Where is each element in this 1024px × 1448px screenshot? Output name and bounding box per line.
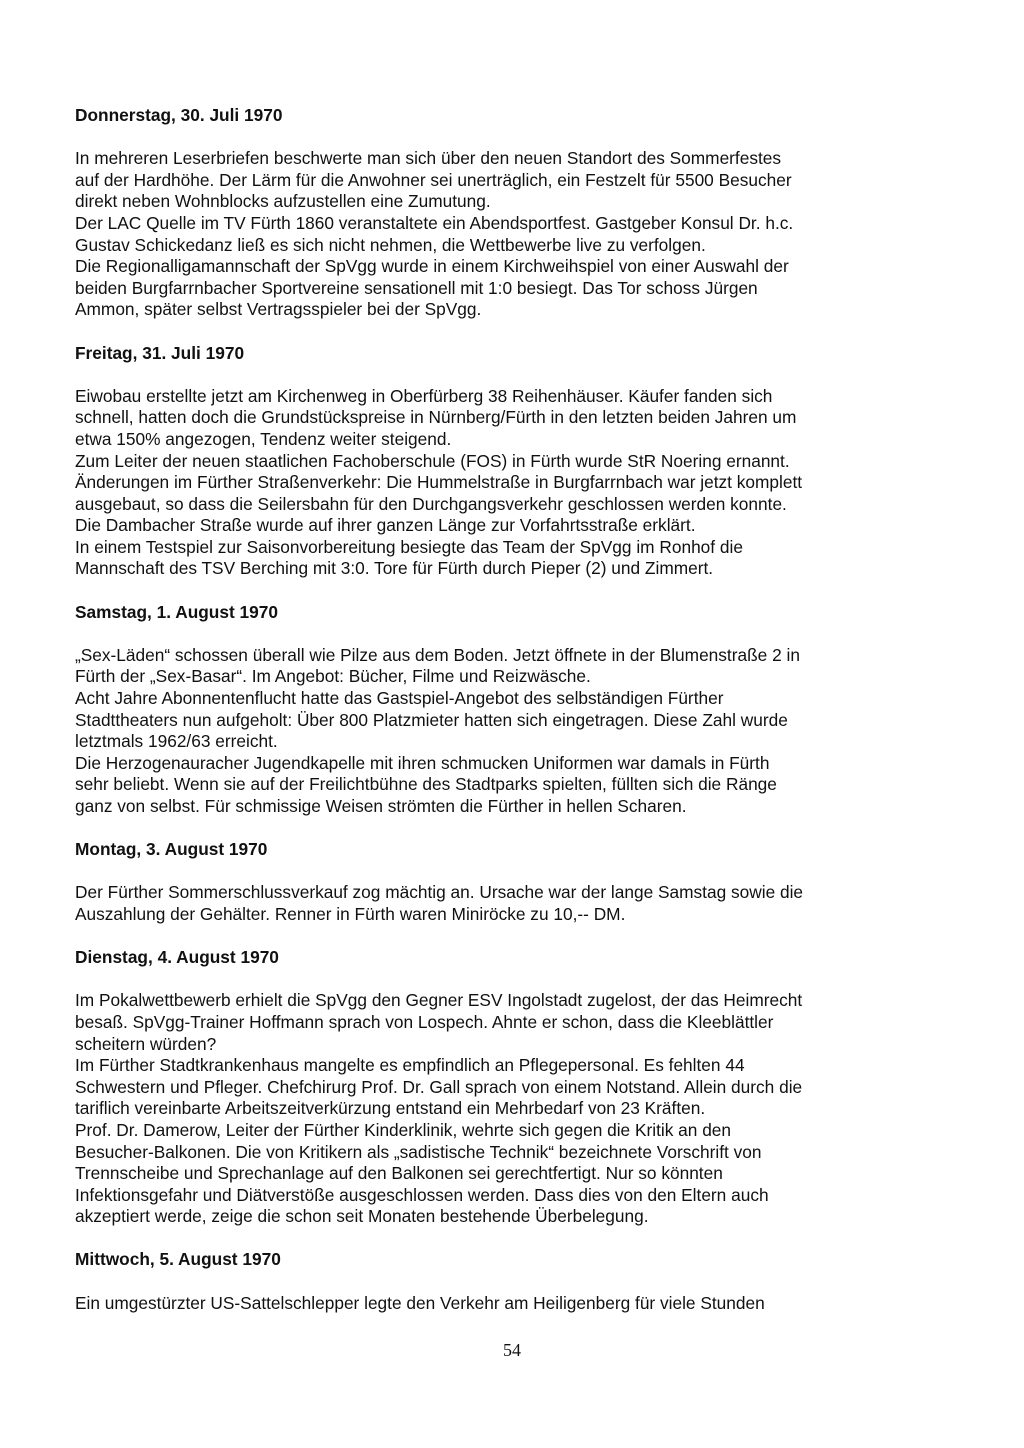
entry-text (75, 1293, 895, 1315)
text-line: sehr beliebt. Wenn sie auf der Freilichtbühne des Stadtparks spielten, füllten sich die Ränge (75, 774, 777, 795)
text-line: besaß. SpVgg-Trainer Hoffmann sprach von Lospech. Ahnte er schon, dass die Kleeblättler (75, 1011, 774, 1032)
text-line: Eiwobau erstellte jetzt am Kirchenweg in Oberfürberg 38 Reihenhäuser. Käufer fanden sich (75, 385, 773, 406)
entry-dienstag-4-august (75, 947, 895, 1228)
text-line: Ammon, später selbst Vertragsspieler bei der SpVgg. (75, 299, 482, 320)
entry-text (75, 882, 895, 925)
text-line: akzeptiert werde, zeige die schon seit Monaten bestehende Überbelegung. (75, 1206, 649, 1227)
text-line: „Sex-Läden“ schossen überall wie Pilze aus dem Boden. Jetzt öffnete in der Blumenstraße 2 in (75, 644, 800, 665)
text-line: Der Fürther Sommerschlussverkauf zog mächtig an. Ursache war der lange Samstag sowie die (75, 882, 804, 903)
text-line: Stadttheaters nun aufgeholt: Über 800 Platzmieter hatten sich eingetragen. Diese Zahl wurde (75, 709, 788, 730)
text-line: Zum Leiter der neuen staatlichen Fachoberschule (FOS) in Fürth wurde StR Noering ernannt. (75, 450, 790, 471)
text-line: Acht Jahre Abonnentenflucht hatte das Gastspiel-Angebot des selbständigen Fürther (75, 688, 724, 709)
text-line: Prof. Dr. Damerow, Leiter der Fürther Kinderklinik, wehrte sich gegen die Kritik an den (75, 1119, 732, 1140)
text-line: auf der Hardhöhe. Der Lärm für die Anwohner sei unerträglich, ein Festzelt für 5500 Besucher (75, 169, 792, 190)
text-line: Infektionsgefahr und Diätverstöße ausgeschlossen werden. Dass dies von den Eltern auch (75, 1184, 769, 1205)
entry-text (75, 386, 895, 580)
text-line: letztmals 1962/63 erreicht. (75, 731, 278, 752)
text-line: Trennscheibe und Sprechanlage auf den Balkonen sei gerechtfertigt. Nur so könnten (75, 1163, 723, 1184)
text-line: Mannschaft des TSV Berching mit 3:0. Tore für Fürth durch Pieper (2) und Zimmert. (75, 558, 714, 579)
text-line: Die Herzogenauracher Jugendkapelle mit ihren schmucken Uniformen war damals in Fürth (75, 752, 770, 773)
text-line: tariflich vereinbarte Arbeitszeitverkürzung entstand ein Mehrbedarf von 23 Kräften. (75, 1098, 706, 1119)
text-line: Ein umgestürzter US-Sattelschlepper legte den Verkehr am Heiligenberg für viele Stunden (75, 1292, 765, 1313)
text-line: Besucher-Balkonen. Die von Kritikern als „sadistische Technik“ bezeichnete Vorschrift von (75, 1141, 762, 1162)
text-line: schnell, hatten doch die Grundstückspreise in Nürnberg/Fürth in den letzten beiden Jahren um (75, 407, 797, 428)
text-line: Der LAC Quelle im TV Fürth 1860 veranstaltete ein Abendsportfest. Gastgeber Konsul Dr. h.c. (75, 212, 794, 233)
text-line: Änderungen im Fürther Straßenverkehr: Die Hummelstraße in Burgfarrnbach war jetzt komplett (75, 472, 803, 493)
entry-freitag-31-juli (75, 343, 895, 581)
text-line: Die Regionalligamannschaft der SpVgg wurde in einem Kirchweihspiel von einer Auswahl der (75, 256, 789, 277)
entry-montag-3-august (75, 839, 895, 925)
text-line: Schwestern und Pfleger. Chefchirurg Prof. Dr. Gall sprach von einem Notstand. Allein durch die (75, 1076, 803, 1097)
entry-donnerstag-30-juli (75, 105, 895, 321)
text-line: Die Dambacher Straße wurde auf ihrer ganzen Länge zur Vorfahrtsstraße erklärt. (75, 515, 696, 536)
text-line: ausgebaut, so dass die Seilersbahn für den Durchgangsverkehr geschlossen werden konnte. (75, 493, 787, 514)
entry-heading: Mittwoch, 5. August 1970 (75, 1249, 281, 1270)
text-line: In einem Testspiel zur Saisonvorbereitung besiegte das Team der SpVgg im Ronhof die (75, 536, 743, 557)
entry-heading: Donnerstag, 30. Juli 1970 (75, 105, 283, 125)
text-line: beiden Burgfarrnbacher Sportvereine sensationell mit 1:0 besiegt. Das Tor schoss Jürgen (75, 277, 758, 298)
text-line: etwa 150% angezogen, Tendenz weiter steigend. (75, 428, 452, 449)
text-line: Gustav Schickedanz ließ es sich nicht nehmen, die Wettbewerbe live zu verfolgen. (75, 234, 706, 255)
entry-text (75, 645, 895, 818)
entry-text (75, 990, 895, 1228)
text-line: ganz von selbst. Für schmissige Weisen strömten die Fürther in hellen Scharen. (75, 796, 687, 816)
text-line: direkt neben Wohnblocks aufzustellen eine Zumutung. (75, 191, 491, 212)
entry-text (75, 148, 895, 321)
entry-heading: Montag, 3. August 1970 (75, 839, 268, 860)
entry-samstag-1-august (75, 602, 895, 818)
entry-heading: Samstag, 1. August 1970 (75, 601, 278, 622)
entry-mittwoch-5-august (75, 1249, 895, 1314)
entry-heading: Dienstag, 4. August 1970 (75, 947, 279, 968)
text-line: Fürth der „Sex-Basar“. Im Angebot: Bücher, Filme und Reizwäsche. (75, 666, 591, 687)
text-line: Im Fürther Stadtkrankenhaus mangelte es empfindlich an Pflegepersonal. Es fehlten 44 (75, 1055, 745, 1076)
text-line: In mehreren Leserbriefen beschwerte man sich über den neuen Standort des Sommerfestes (75, 148, 782, 169)
text-line: scheitern würden? (75, 1033, 217, 1054)
page-number: 54 (503, 1340, 521, 1360)
entry-heading: Freitag, 31. Juli 1970 (75, 342, 245, 363)
page-content (75, 105, 895, 1314)
text-line: Auszahlung der Gehälter. Renner in Fürth waren Miniröcke zu 10,-- DM. (75, 903, 626, 924)
text-line: Im Pokalwettbewerb erhielt die SpVgg den Gegner ESV Ingolstadt zugelost, der das Heimrecht (75, 990, 803, 1011)
